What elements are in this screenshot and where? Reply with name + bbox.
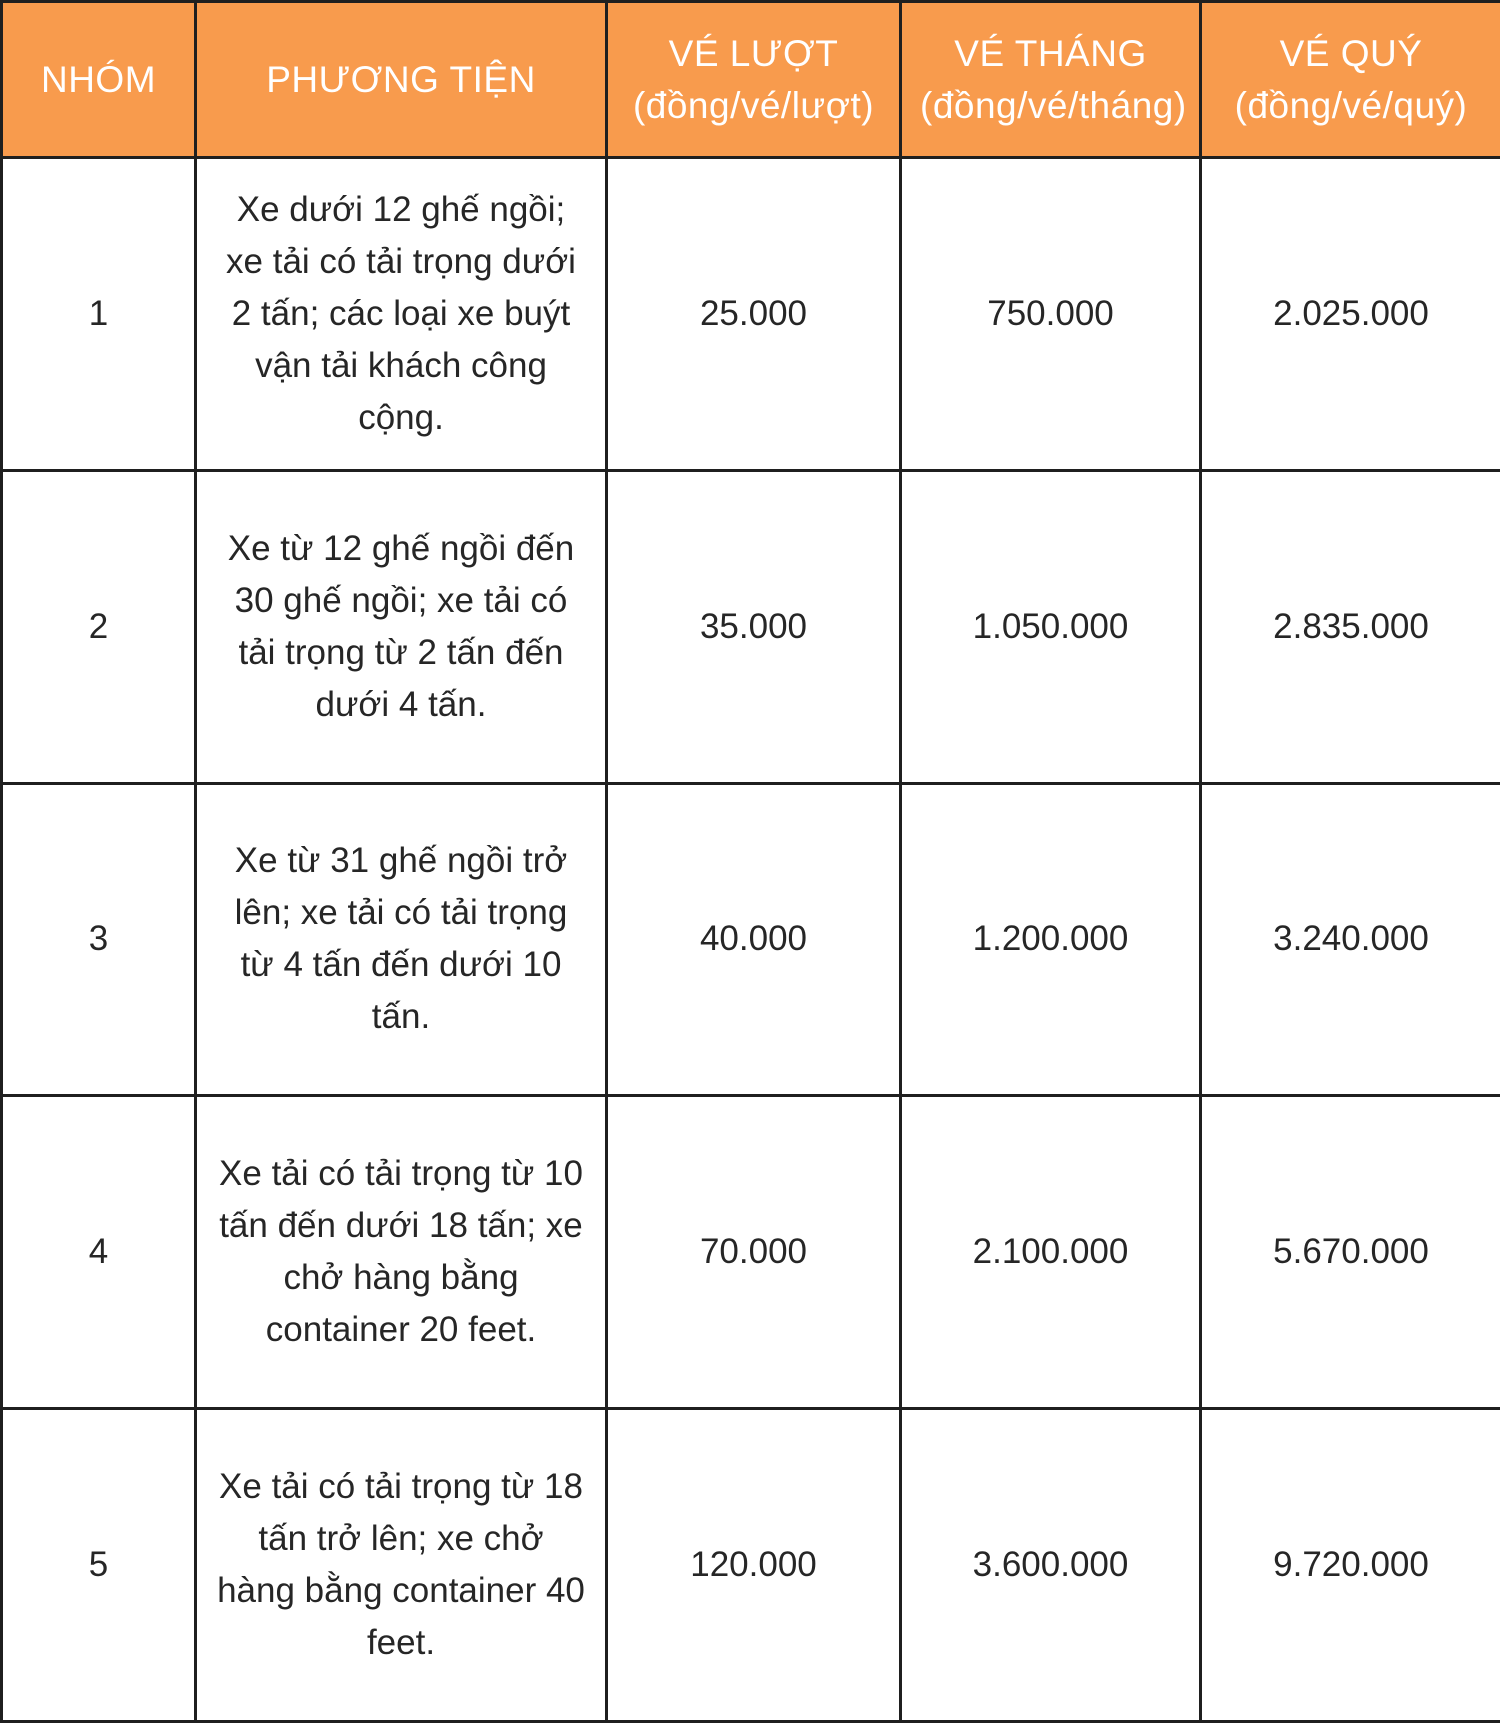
trip-price-cell: 35.000	[607, 470, 901, 783]
month-price-cell: 1.200.000	[901, 783, 1201, 1096]
trip-price-cell: 40.000	[607, 783, 901, 1096]
vehicle-cell: Xe tải có tải trọng từ 10 tấn đến dưới 18 tấn; xe chở hàng bằng container 20 feet.	[196, 1096, 607, 1409]
table-header	[2, 2, 1500, 158]
group-cell: 5	[2, 1409, 196, 1722]
header-row	[2, 2, 1500, 158]
quarter-price-cell: 5.670.000	[1201, 1096, 1500, 1409]
vehicle-cell: Xe từ 31 ghế ngồi trở lên; xe tải có tải trọng từ 4 tấn đến dưới 10 tấn.	[196, 783, 607, 1096]
quarter-price-cell: 9.720.000	[1201, 1409, 1500, 1722]
quarter-price-cell: 2.835.000	[1201, 470, 1500, 783]
quarter-price-cell: 2.025.000	[1201, 158, 1500, 471]
month-price-cell: 1.050.000	[901, 470, 1201, 783]
header-group: NHÓM	[2, 2, 196, 158]
header-quarter-unit: (đồng/vé/quý)	[1220, 80, 1482, 132]
group-cell: 4	[2, 1096, 196, 1409]
vehicle-cell: Xe từ 12 ghế ngồi đến 30 ghế ngồi; xe tải có tải trọng từ 2 tấn đến dưới 4 tấn.	[196, 470, 607, 783]
table-row	[2, 783, 1500, 1096]
table-row	[2, 158, 1500, 471]
group-cell: 3	[2, 783, 196, 1096]
header-trip-unit: (đồng/vé/lượt)	[626, 80, 881, 132]
table-row	[2, 1409, 1500, 1722]
header-month-unit: (đồng/vé/tháng)	[920, 80, 1181, 132]
table-body	[2, 158, 1500, 1722]
month-price-cell: 3.600.000	[901, 1409, 1201, 1722]
month-price-cell: 2.100.000	[901, 1096, 1201, 1409]
table-row	[2, 470, 1500, 783]
header-vehicle: PHƯƠNG TIỆN	[196, 2, 607, 158]
header-month-ticket	[901, 2, 1201, 158]
table-row	[2, 1096, 1500, 1409]
trip-price-cell: 70.000	[607, 1096, 901, 1409]
header-trip-title: VÉ LƯỢT	[626, 28, 881, 80]
header-quarter-ticket	[1201, 2, 1500, 158]
group-cell: 2	[2, 470, 196, 783]
trip-price-cell: 120.000	[607, 1409, 901, 1722]
header-month-title: VÉ THÁNG	[920, 28, 1181, 80]
month-price-cell: 750.000	[901, 158, 1201, 471]
header-quarter-title: VÉ QUÝ	[1220, 28, 1482, 80]
vehicle-cell: Xe tải có tải trọng từ 18 tấn trở lên; xe chở hàng bằng container 40 feet.	[196, 1409, 607, 1722]
group-cell: 1	[2, 158, 196, 471]
vehicle-cell: Xe dưới 12 ghế ngồi; xe tải có tải trọng dưới 2 tấn; các loại xe buýt vận tải khách công cộng.	[196, 158, 607, 471]
quarter-price-cell: 3.240.000	[1201, 783, 1500, 1096]
trip-price-cell: 25.000	[607, 158, 901, 471]
header-trip-ticket	[607, 2, 901, 158]
